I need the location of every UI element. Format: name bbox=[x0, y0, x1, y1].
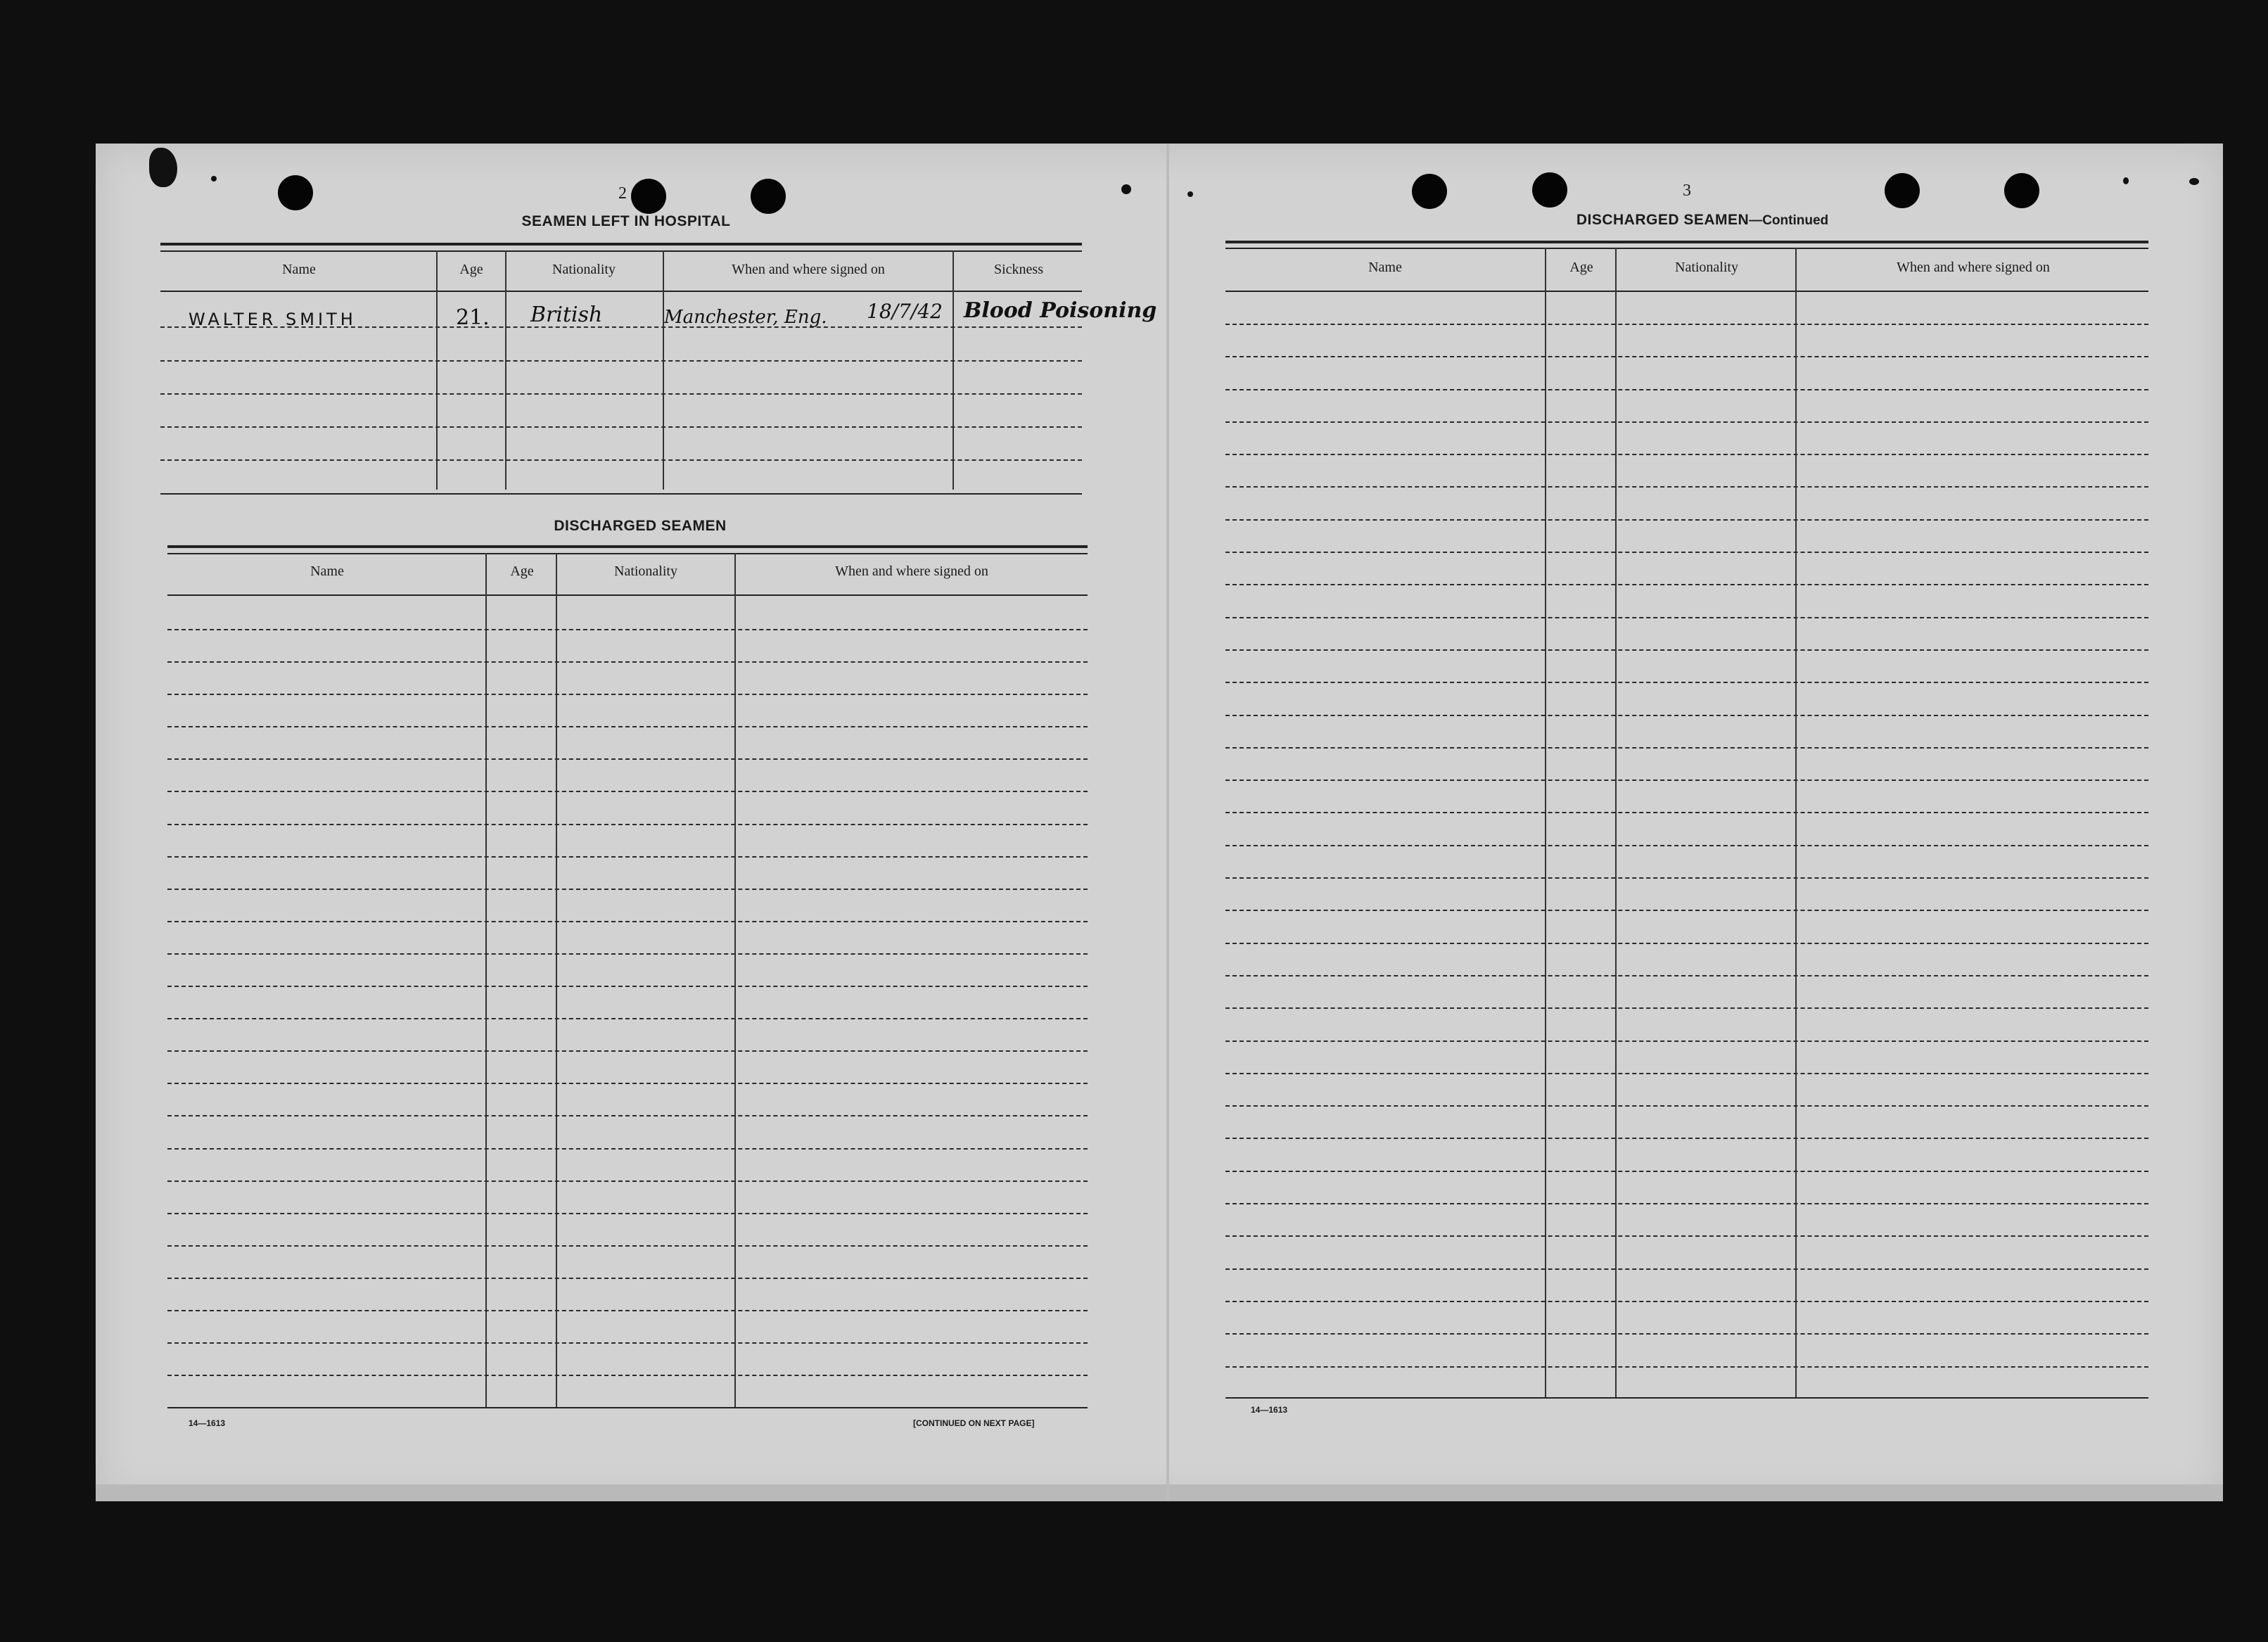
right-col-divider bbox=[1615, 248, 1617, 1397]
ruled-row-line bbox=[1225, 975, 2148, 976]
ruled-row-line bbox=[1225, 1171, 2148, 1172]
ruled-row-line bbox=[167, 629, 1088, 630]
right-col-divider bbox=[1795, 248, 1797, 1397]
speck bbox=[211, 176, 217, 182]
ruled-row-line bbox=[1225, 845, 2148, 846]
col-head-name: Name bbox=[282, 262, 316, 277]
ruled-row-line bbox=[1225, 747, 2148, 749]
hospital-row-line bbox=[160, 459, 1082, 461]
ruled-row-line bbox=[167, 1180, 1088, 1182]
continued-note: [CONTINUED ON NEXT PAGE] bbox=[913, 1418, 1035, 1428]
punch-hole bbox=[751, 179, 786, 214]
entry-name: WALTER SMITH bbox=[189, 310, 357, 329]
discharged-header-rule bbox=[167, 594, 1088, 596]
hospital-col-divider bbox=[663, 250, 664, 490]
right-top-rule bbox=[1225, 241, 2148, 243]
ruled-row-line bbox=[167, 1115, 1088, 1116]
col-head-where-signed: When and where signed on bbox=[835, 564, 988, 579]
ruled-row-line bbox=[1225, 779, 2148, 781]
discharged-top-rule bbox=[167, 545, 1088, 548]
discharged-continued-title-main: DISCHARGED SEAMEN bbox=[1576, 212, 1750, 228]
punch-hole bbox=[1412, 174, 1447, 209]
document-sheet bbox=[96, 144, 2223, 1501]
col-head-where-signed: When and where signed on bbox=[1897, 260, 2050, 275]
ruled-row-line bbox=[1225, 1138, 2148, 1139]
ruled-row-line bbox=[167, 1375, 1088, 1376]
ruled-row-line bbox=[167, 1018, 1088, 1019]
ruled-row-line bbox=[1225, 943, 2148, 944]
ruled-row-line bbox=[167, 791, 1088, 792]
ruled-row-line bbox=[1225, 812, 2148, 813]
sheet-bottom-edge bbox=[96, 1484, 2223, 1501]
ruled-row-line bbox=[1225, 617, 2148, 618]
hospital-col-divider bbox=[505, 250, 507, 490]
discharged-continued-title-suffix: —Continued bbox=[1749, 213, 1829, 228]
entry-where-signed: Manchester, Eng. bbox=[664, 307, 827, 328]
ruled-row-line bbox=[1225, 877, 2148, 879]
punch-hole bbox=[1885, 173, 1920, 208]
col-head-name: Name bbox=[1368, 260, 1402, 275]
ruled-row-line bbox=[167, 953, 1088, 955]
center-fold bbox=[1166, 144, 1169, 1501]
ruled-row-line bbox=[1225, 715, 2148, 716]
entry-nationality: British bbox=[530, 303, 603, 327]
ruled-row-line bbox=[167, 726, 1088, 727]
hospital-col-divider bbox=[436, 250, 438, 490]
punch-hole bbox=[2004, 173, 2039, 208]
hospital-bottom-rule bbox=[160, 493, 1082, 495]
discharged-top-rule-thin bbox=[167, 553, 1088, 554]
hospital-row-line bbox=[160, 393, 1082, 395]
page-number-right: 3 bbox=[1683, 182, 1691, 200]
ruled-row-line bbox=[167, 856, 1088, 858]
entry-age: 21. bbox=[456, 305, 490, 330]
ruled-row-line bbox=[1225, 1105, 2148, 1107]
col-head-name: Name bbox=[310, 564, 344, 579]
ruled-row-line bbox=[167, 921, 1088, 922]
form-number-right: 14—1613 bbox=[1251, 1405, 1288, 1415]
ruled-row-line bbox=[1225, 454, 2148, 455]
ruled-row-line bbox=[167, 694, 1088, 695]
right-header-rule bbox=[1225, 291, 2148, 292]
hospital-top-rule-thin bbox=[160, 250, 1082, 252]
ruled-row-line bbox=[1225, 910, 2148, 911]
ruled-row-line bbox=[167, 661, 1088, 663]
ruled-row-line bbox=[167, 889, 1088, 890]
ruled-row-line bbox=[1225, 1333, 2148, 1335]
ruled-row-line bbox=[1225, 486, 2148, 488]
ruled-row-line bbox=[1225, 1301, 2148, 1302]
speck bbox=[2123, 177, 2129, 184]
page-number-left: 2 bbox=[618, 184, 627, 203]
speck bbox=[1187, 191, 1193, 197]
ruled-row-line bbox=[1225, 1366, 2148, 1368]
form-number-left: 14—1613 bbox=[189, 1418, 226, 1428]
col-head-nationality: Nationality bbox=[614, 564, 677, 579]
right-top-rule-thin bbox=[1225, 248, 2148, 249]
col-head-nationality: Nationality bbox=[1675, 260, 1738, 275]
punch-hole bbox=[278, 175, 313, 210]
ruled-row-line bbox=[1225, 552, 2148, 553]
ruled-row-line bbox=[1225, 1203, 2148, 1204]
ruled-row-line bbox=[1225, 682, 2148, 683]
ruled-row-line bbox=[1225, 421, 2148, 423]
ruled-row-line bbox=[1225, 584, 2148, 585]
ruled-row-line bbox=[167, 1083, 1088, 1084]
ruled-row-line bbox=[167, 824, 1088, 825]
ruled-row-line bbox=[1225, 519, 2148, 521]
right-col-divider bbox=[1545, 248, 1546, 1397]
hospital-col-divider bbox=[953, 250, 954, 490]
discharged-continued-title bbox=[1463, 212, 1942, 229]
hospital-row-line bbox=[160, 360, 1082, 362]
col-head-age: Age bbox=[459, 262, 483, 277]
right-bottom-rule bbox=[1225, 1397, 2148, 1399]
hospital-section-title: SEAMEN LEFT IN HOSPITAL bbox=[521, 213, 731, 229]
col-head-age: Age bbox=[510, 564, 534, 579]
ruled-row-line bbox=[1225, 1235, 2148, 1237]
speck bbox=[1121, 184, 1131, 194]
col-head-nationality: Nationality bbox=[552, 262, 616, 277]
ruled-row-line bbox=[1225, 356, 2148, 357]
ruled-row-line bbox=[1225, 1268, 2148, 1270]
hospital-row-line bbox=[160, 426, 1082, 428]
col-head-sickness: Sickness bbox=[994, 262, 1043, 277]
hospital-header-rule bbox=[160, 291, 1082, 292]
ruled-row-line bbox=[167, 1213, 1088, 1214]
ruled-row-line bbox=[1225, 324, 2148, 325]
entry-date-signed: 18/7/42 bbox=[867, 300, 943, 323]
ruled-row-line bbox=[167, 1342, 1088, 1344]
ruled-row-line bbox=[167, 1245, 1088, 1247]
ruled-row-line bbox=[167, 986, 1088, 987]
entry-sickness: Blood Poisoning bbox=[964, 298, 1157, 323]
col-head-where-signed: When and where signed on bbox=[732, 262, 885, 277]
ruled-row-line bbox=[1225, 649, 2148, 651]
ruled-row-line bbox=[167, 758, 1088, 760]
ruled-row-line bbox=[1225, 1007, 2148, 1009]
ruled-row-line bbox=[167, 1278, 1088, 1279]
ruled-row-line bbox=[167, 1148, 1088, 1150]
ruled-row-line bbox=[1225, 1073, 2148, 1074]
ruled-row-line bbox=[1225, 1040, 2148, 1042]
hospital-top-rule bbox=[160, 243, 1082, 246]
discharged-bottom-rule bbox=[167, 1407, 1088, 1408]
col-head-age: Age bbox=[1569, 260, 1593, 275]
ruled-row-line bbox=[167, 1310, 1088, 1311]
punch-hole bbox=[1532, 172, 1567, 208]
ruled-row-line bbox=[1225, 389, 2148, 390]
speck bbox=[2189, 178, 2199, 185]
discharged-section-title: DISCHARGED SEAMEN bbox=[554, 518, 727, 534]
ruled-row-line bbox=[167, 1050, 1088, 1052]
